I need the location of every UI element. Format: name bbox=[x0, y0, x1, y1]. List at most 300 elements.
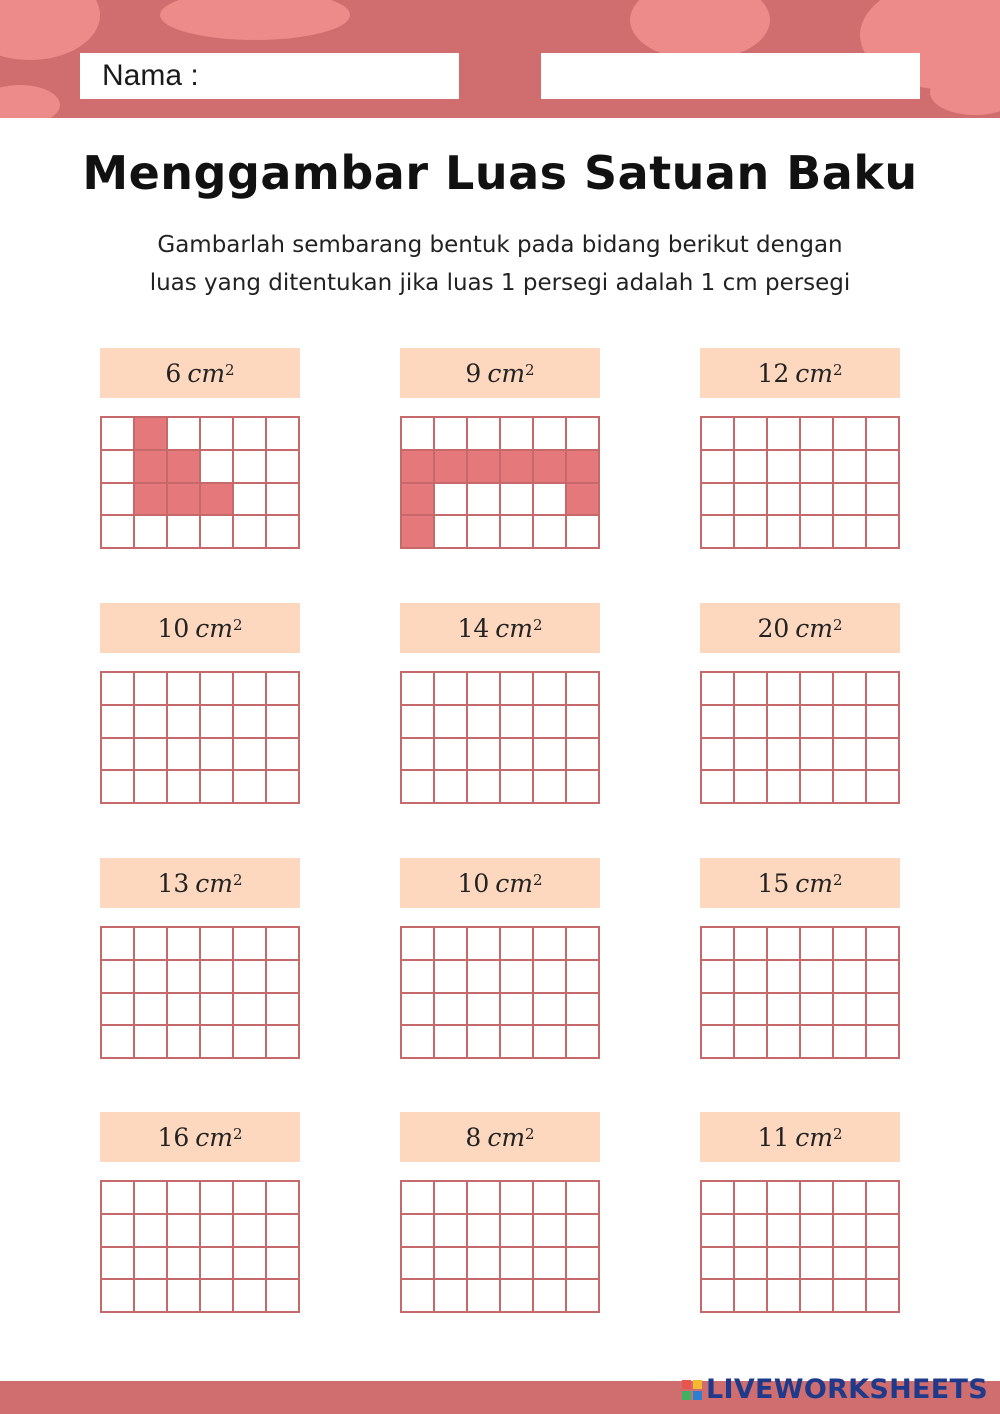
grid-cell[interactable] bbox=[834, 451, 867, 484]
grid-cell[interactable] bbox=[135, 1182, 168, 1215]
grid-cell[interactable] bbox=[768, 961, 801, 994]
grid-cell[interactable] bbox=[567, 706, 600, 739]
grid-cell[interactable] bbox=[735, 1248, 768, 1281]
grid-cell[interactable] bbox=[702, 418, 735, 451]
grid-cell[interactable] bbox=[402, 1182, 435, 1215]
grid-cell[interactable] bbox=[801, 418, 834, 451]
grid-cell[interactable] bbox=[501, 1026, 534, 1059]
second-field[interactable] bbox=[541, 53, 920, 99]
grid-cell[interactable] bbox=[867, 1182, 900, 1215]
grid-cell[interactable] bbox=[468, 1280, 501, 1313]
grid-cell[interactable] bbox=[468, 673, 501, 706]
grid-cell[interactable] bbox=[201, 673, 234, 706]
grid-cell[interactable] bbox=[534, 771, 567, 804]
grid-cell[interactable] bbox=[102, 418, 135, 451]
grid-cell[interactable] bbox=[801, 1215, 834, 1248]
grid-cell[interactable] bbox=[702, 1215, 735, 1248]
grid-cell[interactable] bbox=[534, 1026, 567, 1059]
grid-cell[interactable] bbox=[435, 771, 468, 804]
grid-cell[interactable] bbox=[534, 484, 567, 517]
grid-cell[interactable] bbox=[801, 1026, 834, 1059]
grid-cell[interactable] bbox=[234, 994, 267, 1027]
grid-cell[interactable] bbox=[234, 418, 267, 451]
grid-cell[interactable] bbox=[801, 994, 834, 1027]
grid-cell[interactable] bbox=[234, 706, 267, 739]
grid-cell[interactable] bbox=[834, 961, 867, 994]
grid-cell[interactable] bbox=[867, 1280, 900, 1313]
grid-cell[interactable] bbox=[534, 1215, 567, 1248]
grid-cell[interactable] bbox=[267, 994, 300, 1027]
grid-cell[interactable] bbox=[867, 516, 900, 549]
grid-cell[interactable] bbox=[567, 961, 600, 994]
grid-cell[interactable] bbox=[402, 516, 435, 549]
grid-cell[interactable] bbox=[201, 928, 234, 961]
grid-cell[interactable] bbox=[702, 516, 735, 549]
area-exponent: 2 bbox=[225, 361, 235, 379]
grid-cell[interactable] bbox=[567, 1280, 600, 1313]
grid-cell[interactable] bbox=[102, 961, 135, 994]
grid-cell[interactable] bbox=[135, 771, 168, 804]
grid-cell[interactable] bbox=[834, 928, 867, 961]
grid-cell[interactable] bbox=[402, 451, 435, 484]
grid-cell[interactable] bbox=[702, 1182, 735, 1215]
grid-cell[interactable] bbox=[768, 771, 801, 804]
grid-cell[interactable] bbox=[867, 994, 900, 1027]
grid-cell[interactable] bbox=[702, 484, 735, 517]
grid-cell[interactable] bbox=[801, 928, 834, 961]
grid-cell[interactable] bbox=[234, 1280, 267, 1313]
grid-cell[interactable] bbox=[267, 451, 300, 484]
grid-cell[interactable] bbox=[135, 928, 168, 961]
grid-cell[interactable] bbox=[702, 961, 735, 994]
grid-cell[interactable] bbox=[567, 673, 600, 706]
grid-cell[interactable] bbox=[234, 739, 267, 772]
grid-cell[interactable] bbox=[168, 484, 201, 517]
grid-cell[interactable] bbox=[168, 771, 201, 804]
grid-cell[interactable] bbox=[534, 1248, 567, 1281]
grid-cell[interactable] bbox=[534, 1182, 567, 1215]
grid-cell[interactable] bbox=[702, 1280, 735, 1313]
grid-cell[interactable] bbox=[567, 1182, 600, 1215]
grid-cell[interactable] bbox=[468, 706, 501, 739]
grid-cell[interactable] bbox=[267, 1280, 300, 1313]
grid-cell[interactable] bbox=[201, 706, 234, 739]
grid-cell[interactable] bbox=[201, 994, 234, 1027]
grid-cell[interactable] bbox=[201, 451, 234, 484]
grid-cell[interactable] bbox=[135, 451, 168, 484]
grid-cell[interactable] bbox=[735, 739, 768, 772]
grid-cell[interactable] bbox=[234, 516, 267, 549]
grid-cell[interactable] bbox=[402, 1248, 435, 1281]
grid-cell[interactable] bbox=[702, 739, 735, 772]
grid-cell[interactable] bbox=[435, 1182, 468, 1215]
grid-cell[interactable] bbox=[735, 961, 768, 994]
grid-cell[interactable] bbox=[501, 706, 534, 739]
grid-cell[interactable] bbox=[267, 706, 300, 739]
grid-cell[interactable] bbox=[768, 516, 801, 549]
grid-cell[interactable] bbox=[501, 673, 534, 706]
grid-cell[interactable] bbox=[201, 1182, 234, 1215]
grid-cell[interactable] bbox=[702, 673, 735, 706]
grid-cell[interactable] bbox=[468, 516, 501, 549]
grid-cell[interactable] bbox=[267, 1215, 300, 1248]
area-unit: cm bbox=[195, 868, 233, 898]
grid-cell[interactable] bbox=[501, 994, 534, 1027]
grid-cell[interactable] bbox=[768, 1182, 801, 1215]
grid-cell[interactable] bbox=[501, 1248, 534, 1281]
grid-cell[interactable] bbox=[735, 484, 768, 517]
grid-cell[interactable] bbox=[168, 1182, 201, 1215]
grid-cell[interactable] bbox=[435, 1026, 468, 1059]
grid-cell[interactable] bbox=[102, 994, 135, 1027]
grid-cell[interactable] bbox=[834, 418, 867, 451]
grid-cell[interactable] bbox=[402, 1280, 435, 1313]
grid-cell[interactable] bbox=[735, 1026, 768, 1059]
grid-cell[interactable] bbox=[867, 928, 900, 961]
area-unit: cm bbox=[195, 1122, 233, 1152]
grid-cell[interactable] bbox=[102, 1182, 135, 1215]
grid-cell[interactable] bbox=[768, 418, 801, 451]
grid-cell[interactable] bbox=[768, 1248, 801, 1281]
grid-cell[interactable] bbox=[567, 484, 600, 517]
grid-cell[interactable] bbox=[102, 928, 135, 961]
grid-cell[interactable] bbox=[135, 673, 168, 706]
grid-cell[interactable] bbox=[102, 1248, 135, 1281]
grid-cell[interactable] bbox=[768, 1026, 801, 1059]
grid-cell[interactable] bbox=[834, 994, 867, 1027]
grid-cell[interactable] bbox=[735, 1215, 768, 1248]
grid-cell[interactable] bbox=[402, 994, 435, 1027]
grid-cell[interactable] bbox=[168, 451, 201, 484]
grid-cell[interactable] bbox=[435, 706, 468, 739]
grid-cell[interactable] bbox=[402, 928, 435, 961]
grid-cell[interactable] bbox=[135, 739, 168, 772]
grid-cell[interactable] bbox=[135, 961, 168, 994]
grid-cell[interactable] bbox=[501, 1182, 534, 1215]
grid-cell[interactable] bbox=[834, 739, 867, 772]
grid-cell[interactable] bbox=[468, 451, 501, 484]
grid-cell[interactable] bbox=[402, 771, 435, 804]
grid-cell[interactable] bbox=[735, 673, 768, 706]
grid-cell[interactable] bbox=[534, 516, 567, 549]
grid-cell[interactable] bbox=[435, 739, 468, 772]
grid-cell[interactable] bbox=[201, 484, 234, 517]
grid-cell[interactable] bbox=[402, 739, 435, 772]
grid-cell[interactable] bbox=[768, 1215, 801, 1248]
grid-cell[interactable] bbox=[201, 516, 234, 549]
grid-cell[interactable] bbox=[234, 673, 267, 706]
grid-cell[interactable] bbox=[102, 451, 135, 484]
grid-cell[interactable] bbox=[702, 1026, 735, 1059]
grid-cell[interactable] bbox=[867, 739, 900, 772]
grid-cell[interactable] bbox=[267, 516, 300, 549]
grid-cell[interactable] bbox=[267, 673, 300, 706]
grid-cell[interactable] bbox=[702, 1248, 735, 1281]
grid-cell[interactable] bbox=[801, 673, 834, 706]
grid-cell[interactable] bbox=[501, 484, 534, 517]
grid-cell[interactable] bbox=[735, 706, 768, 739]
grid-cell[interactable] bbox=[468, 739, 501, 772]
grid-cell[interactable] bbox=[234, 484, 267, 517]
grid-cell[interactable] bbox=[201, 771, 234, 804]
grid-cell[interactable] bbox=[735, 928, 768, 961]
grid-cell[interactable] bbox=[168, 418, 201, 451]
grid-cell[interactable] bbox=[168, 1280, 201, 1313]
grid-cell[interactable] bbox=[735, 771, 768, 804]
grid-cell[interactable] bbox=[834, 706, 867, 739]
grid-cell[interactable] bbox=[501, 1215, 534, 1248]
grid-cell[interactable] bbox=[234, 928, 267, 961]
grid-cell[interactable] bbox=[435, 928, 468, 961]
grid-cell[interactable] bbox=[735, 516, 768, 549]
grid-cell[interactable] bbox=[834, 1182, 867, 1215]
grid-cell[interactable] bbox=[867, 1248, 900, 1281]
grid-cell[interactable] bbox=[201, 418, 234, 451]
grid-cell[interactable] bbox=[201, 961, 234, 994]
grid-cell[interactable] bbox=[168, 673, 201, 706]
grid-cell[interactable] bbox=[135, 484, 168, 517]
grid-cell[interactable] bbox=[102, 1215, 135, 1248]
grid-cell[interactable] bbox=[534, 418, 567, 451]
grid-cell[interactable] bbox=[735, 418, 768, 451]
grid-cell[interactable] bbox=[234, 1182, 267, 1215]
grid-cell[interactable] bbox=[501, 451, 534, 484]
grid-cell[interactable] bbox=[201, 1280, 234, 1313]
grid-cell[interactable] bbox=[768, 451, 801, 484]
grid-cell[interactable] bbox=[135, 994, 168, 1027]
area-label bbox=[400, 1112, 600, 1162]
grid-cell[interactable] bbox=[102, 516, 135, 549]
grid-cell[interactable] bbox=[168, 516, 201, 549]
grid-cell[interactable] bbox=[468, 1026, 501, 1059]
grid-cell[interactable] bbox=[768, 1280, 801, 1313]
grid-cell[interactable] bbox=[168, 1248, 201, 1281]
grid-cell[interactable] bbox=[468, 484, 501, 517]
grid-cell[interactable] bbox=[435, 994, 468, 1027]
grid-cell[interactable] bbox=[468, 994, 501, 1027]
grid-cell[interactable] bbox=[168, 961, 201, 994]
grid-cell[interactable] bbox=[402, 1215, 435, 1248]
grid-cell[interactable] bbox=[201, 1248, 234, 1281]
grid-cell[interactable] bbox=[567, 1248, 600, 1281]
grid-cell[interactable] bbox=[534, 739, 567, 772]
area-unit: cm bbox=[195, 613, 233, 643]
grid-cell[interactable] bbox=[402, 484, 435, 517]
grid-cell[interactable] bbox=[801, 516, 834, 549]
grid-cell[interactable] bbox=[567, 451, 600, 484]
grid-cell[interactable] bbox=[135, 516, 168, 549]
grid-cell[interactable] bbox=[867, 418, 900, 451]
grid-cell[interactable] bbox=[201, 1215, 234, 1248]
grid-cell[interactable] bbox=[234, 1215, 267, 1248]
grid-cell[interactable] bbox=[102, 1280, 135, 1313]
grid-cell[interactable] bbox=[534, 1280, 567, 1313]
grid-cell[interactable] bbox=[567, 1026, 600, 1059]
grid-cell[interactable] bbox=[534, 673, 567, 706]
grid-cell[interactable] bbox=[135, 1215, 168, 1248]
grid-cell[interactable] bbox=[234, 1026, 267, 1059]
grid-cell[interactable] bbox=[801, 1248, 834, 1281]
grid-cell[interactable] bbox=[534, 994, 567, 1027]
grid-cell[interactable] bbox=[102, 673, 135, 706]
grid-cell[interactable] bbox=[801, 484, 834, 517]
grid-cell[interactable] bbox=[267, 961, 300, 994]
grid-cell[interactable] bbox=[168, 994, 201, 1027]
grid-cell[interactable] bbox=[702, 928, 735, 961]
grid-cell[interactable] bbox=[534, 928, 567, 961]
grid-cell[interactable] bbox=[402, 418, 435, 451]
grid-cell[interactable] bbox=[435, 961, 468, 994]
grid-cell[interactable] bbox=[267, 1248, 300, 1281]
grid-cell[interactable] bbox=[501, 516, 534, 549]
grid-cell[interactable] bbox=[702, 771, 735, 804]
grid-cell[interactable] bbox=[267, 739, 300, 772]
grid-cell[interactable] bbox=[735, 1280, 768, 1313]
grid-cell[interactable] bbox=[801, 771, 834, 804]
grid-cell[interactable] bbox=[834, 516, 867, 549]
grid-cell[interactable] bbox=[435, 484, 468, 517]
grid-cell[interactable] bbox=[534, 451, 567, 484]
grid-cell[interactable] bbox=[801, 706, 834, 739]
grid-cell[interactable] bbox=[267, 1182, 300, 1215]
grid-cell[interactable] bbox=[435, 418, 468, 451]
grid-cell[interactable] bbox=[867, 1215, 900, 1248]
grid-cell[interactable] bbox=[567, 1215, 600, 1248]
grid-cell[interactable] bbox=[834, 1026, 867, 1059]
grid-cell[interactable] bbox=[501, 961, 534, 994]
grid-cell[interactable] bbox=[834, 484, 867, 517]
grid-cell[interactable] bbox=[867, 961, 900, 994]
grid-cell[interactable] bbox=[234, 961, 267, 994]
grid-cell[interactable] bbox=[234, 771, 267, 804]
grid-cell[interactable] bbox=[234, 1248, 267, 1281]
grid-cell[interactable] bbox=[267, 1026, 300, 1059]
grid-cell[interactable] bbox=[867, 1026, 900, 1059]
grid-cell[interactable] bbox=[402, 706, 435, 739]
grid-cell[interactable] bbox=[267, 771, 300, 804]
grid-cell[interactable] bbox=[735, 1182, 768, 1215]
grid-cell[interactable] bbox=[168, 739, 201, 772]
grid-cell[interactable] bbox=[834, 1248, 867, 1281]
grid-cell[interactable] bbox=[168, 928, 201, 961]
grid-cell[interactable] bbox=[768, 673, 801, 706]
grid-cell[interactable] bbox=[501, 418, 534, 451]
grid-cell[interactable] bbox=[435, 1248, 468, 1281]
grid-cell[interactable] bbox=[435, 451, 468, 484]
grid-cell[interactable] bbox=[501, 771, 534, 804]
grid-cell[interactable] bbox=[234, 451, 267, 484]
grid-cell[interactable] bbox=[702, 451, 735, 484]
grid-cell[interactable] bbox=[567, 418, 600, 451]
grid-cell[interactable] bbox=[768, 994, 801, 1027]
grid-cell[interactable] bbox=[102, 771, 135, 804]
grid-cell[interactable] bbox=[768, 706, 801, 739]
grid-cell[interactable] bbox=[702, 994, 735, 1027]
grid-cell[interactable] bbox=[834, 673, 867, 706]
grid-cell[interactable] bbox=[768, 739, 801, 772]
grid-cell[interactable] bbox=[867, 673, 900, 706]
name-field[interactable] bbox=[80, 53, 459, 99]
grid-cell[interactable] bbox=[501, 739, 534, 772]
area-value: 13 bbox=[157, 868, 190, 898]
grid-cell[interactable] bbox=[768, 484, 801, 517]
grid-cell[interactable] bbox=[468, 1182, 501, 1215]
grid-cell[interactable] bbox=[135, 418, 168, 451]
grid-cell[interactable] bbox=[402, 1026, 435, 1059]
grid-cell[interactable] bbox=[135, 1248, 168, 1281]
area-value: 14 bbox=[457, 613, 490, 643]
area-exponent: 2 bbox=[832, 361, 843, 379]
grid-cell[interactable] bbox=[102, 1026, 135, 1059]
grid-cell[interactable] bbox=[435, 1280, 468, 1313]
grid-cell[interactable] bbox=[201, 1026, 234, 1059]
grid-cell[interactable] bbox=[567, 928, 600, 961]
grid-cell[interactable] bbox=[267, 418, 300, 451]
grid-cell[interactable] bbox=[801, 1182, 834, 1215]
grid-cell[interactable] bbox=[468, 928, 501, 961]
grid-cell[interactable] bbox=[168, 1026, 201, 1059]
grid-cell[interactable] bbox=[567, 994, 600, 1027]
grid-cell[interactable] bbox=[567, 516, 600, 549]
grid-cell[interactable] bbox=[435, 673, 468, 706]
grid-cell[interactable] bbox=[135, 1026, 168, 1059]
grid-cell[interactable] bbox=[501, 928, 534, 961]
grid-cell[interactable] bbox=[201, 739, 234, 772]
grid-cell[interactable] bbox=[102, 706, 135, 739]
grid-cell[interactable] bbox=[567, 739, 600, 772]
grid-cell[interactable] bbox=[267, 928, 300, 961]
grid-cell[interactable] bbox=[468, 418, 501, 451]
grid-cell[interactable] bbox=[267, 484, 300, 517]
grid-cell[interactable] bbox=[801, 451, 834, 484]
grid-cell[interactable] bbox=[468, 961, 501, 994]
grid-cell[interactable] bbox=[168, 1215, 201, 1248]
grid-cell[interactable] bbox=[801, 961, 834, 994]
grid-cell[interactable] bbox=[135, 1280, 168, 1313]
grid-cell[interactable] bbox=[567, 771, 600, 804]
grid-cell[interactable] bbox=[735, 451, 768, 484]
grid-cell[interactable] bbox=[801, 739, 834, 772]
grid-cell[interactable] bbox=[102, 484, 135, 517]
grid-cell[interactable] bbox=[168, 706, 201, 739]
grid-cell[interactable] bbox=[402, 673, 435, 706]
grid-cell[interactable] bbox=[402, 961, 435, 994]
area-value: 10 bbox=[457, 868, 490, 898]
grid-cell[interactable] bbox=[702, 706, 735, 739]
grid-cell[interactable] bbox=[468, 1215, 501, 1248]
grid-cell[interactable] bbox=[468, 1248, 501, 1281]
grid-cell[interactable] bbox=[801, 1280, 834, 1313]
grid-cell[interactable] bbox=[834, 1215, 867, 1248]
grid-cell[interactable] bbox=[834, 1280, 867, 1313]
grid-cell[interactable] bbox=[768, 928, 801, 961]
grid-cell[interactable] bbox=[534, 961, 567, 994]
grid-cell[interactable] bbox=[102, 739, 135, 772]
grid-cell[interactable] bbox=[867, 484, 900, 517]
grid-cell[interactable] bbox=[867, 706, 900, 739]
grid-cell[interactable] bbox=[135, 706, 168, 739]
grid-cell[interactable] bbox=[435, 516, 468, 549]
grid-cell[interactable] bbox=[468, 771, 501, 804]
grid-cell[interactable] bbox=[735, 994, 768, 1027]
grid-cell[interactable] bbox=[534, 706, 567, 739]
grid-cell[interactable] bbox=[867, 771, 900, 804]
grid-cell[interactable] bbox=[834, 771, 867, 804]
grid-cell[interactable] bbox=[867, 451, 900, 484]
grid-cell[interactable] bbox=[435, 1215, 468, 1248]
area-value: 8 bbox=[465, 1122, 482, 1152]
grid-cell[interactable] bbox=[501, 1280, 534, 1313]
